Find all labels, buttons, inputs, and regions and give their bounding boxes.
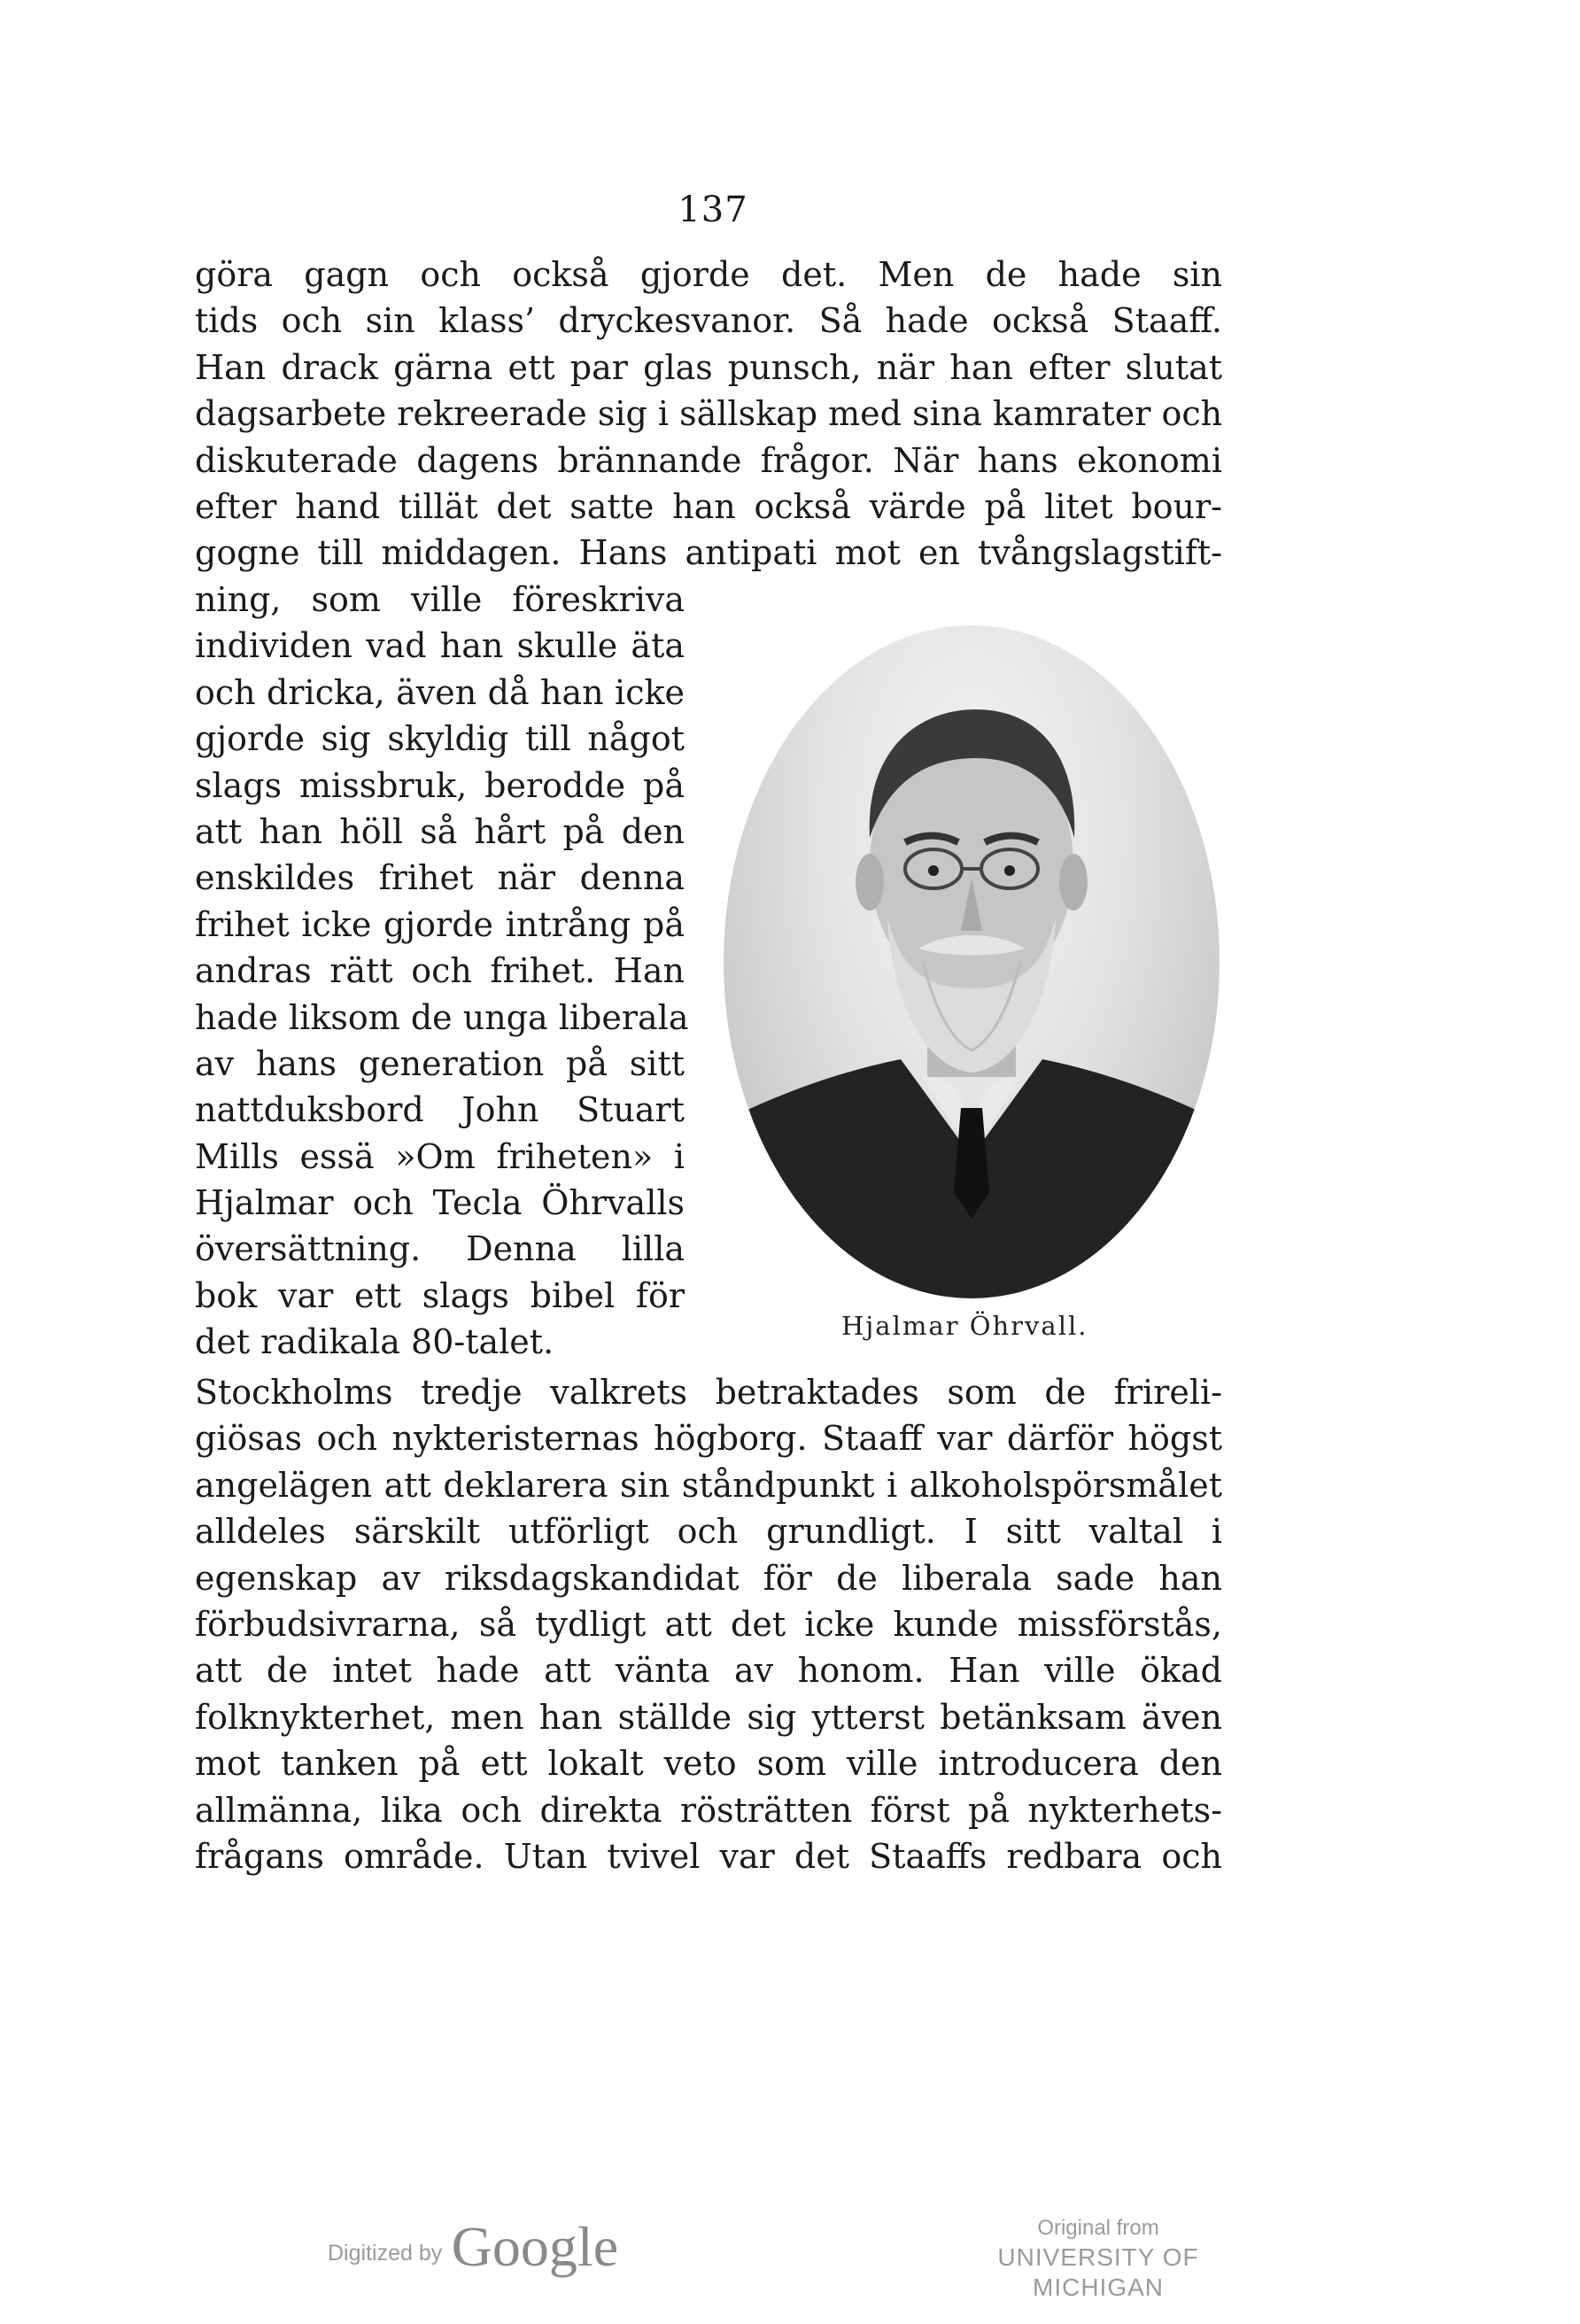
- original-from-watermark: [948, 2214, 1249, 2303]
- text-line: att han höll så hårt på den: [195, 811, 685, 851]
- original-from-label: Original from: [1037, 2216, 1159, 2240]
- text-line: Stockholms tredje valkrets betraktades som de frireli-: [195, 1373, 1222, 1412]
- digitized-by-watermark: [328, 2214, 618, 2280]
- text-line: gjorde sig skyldig till något: [195, 719, 685, 759]
- portrait-photo: [724, 625, 1220, 1298]
- text-line: tids och sin klass’ dryckesvanor. Så hade också Staaff.: [195, 301, 1222, 341]
- portrait-caption: Hjalmar Öhrvall.: [841, 1311, 1088, 1341]
- text-line: individen vad han skulle äta: [195, 626, 685, 666]
- text-line: översättning. Denna lilla: [195, 1229, 685, 1269]
- text-line: frågans område. Utan tvivel var det Staaffs redbara och: [195, 1836, 1222, 1876]
- paragraph-bottom: [195, 1369, 1222, 1879]
- text-line: göra gagn och också gjorde det. Men de hade sin: [195, 255, 1222, 294]
- text-line: Mills essä »Om friheten» i: [195, 1136, 685, 1176]
- text-line: och dricka, även då han icke: [195, 672, 685, 712]
- paragraph-top: [195, 252, 1222, 577]
- text-line: det radikala 80-talet.: [195, 1322, 554, 1362]
- text-line: diskuterade dagens brännande frågor. När hans ekonomi: [195, 440, 1222, 480]
- paragraph-wrapped-around-portrait: [195, 577, 689, 1366]
- text-line: Han drack gärna ett par glas punsch, när han efter slutat: [195, 347, 1222, 387]
- text-line: hade liksom de unga liberala: [195, 997, 689, 1037]
- text-line: gogne till middagen. Hans antipati mot en tvångslagstift-: [195, 533, 1222, 573]
- text-line: alldeles särskilt utförligt och grundligt. I sitt valtal i: [195, 1512, 1222, 1552]
- text-line: mot tanken på ett lokalt veto som ville introducera den: [195, 1744, 1222, 1784]
- text-line: andras rätt och frihet. Han: [195, 951, 685, 991]
- digitized-by-label: Digitized by: [328, 2241, 443, 2266]
- text-line: dagsarbete rekreerade sig i sällskap med sina kamrater och: [195, 394, 1223, 434]
- text-line: allmänna, lika och direkta rösträtten först på nykterhets-: [195, 1790, 1222, 1830]
- text-line: folknykterhet, men han ställde sig ytterst betänksam även: [195, 1697, 1222, 1737]
- text-line: nattduksbord John Stuart: [195, 1090, 685, 1130]
- text-line: angelägen att deklarera sin ståndpunkt i alkoholspörsmålet: [195, 1465, 1222, 1505]
- google-logo: Google: [451, 2215, 619, 2278]
- text-line: förbudsivrarna, så tydligt att det icke kunde missförstås,: [195, 1604, 1222, 1644]
- text-line: bok var ett slags bibel för: [195, 1275, 685, 1315]
- institution-label: UNIVERSITY OF MICHIGAN: [997, 2243, 1199, 2301]
- text-line: av hans generation på sitt: [195, 1043, 685, 1083]
- text-line: ning, som ville föreskriva: [195, 580, 685, 619]
- text-line: slags missbruk, berodde på: [195, 765, 685, 805]
- text-line: att de intet hade att vänta av honom. Han ville ökad: [195, 1651, 1222, 1691]
- text-line: enskildes frihet när denna: [195, 858, 685, 898]
- text-line: egenskap av riksdagskandidat för de liberala sade han: [195, 1558, 1222, 1598]
- text-line: Hjalmar och Tecla Öhrvalls: [195, 1183, 685, 1223]
- text-line: giösas och nykteristernas högborg. Staaff var därför högst: [195, 1419, 1222, 1459]
- text-line: efter hand tillät det satte han också värde på litet bour-: [195, 486, 1222, 526]
- portrait-illustration: [724, 625, 1220, 1298]
- text-line: frihet icke gjorde intrång på: [195, 904, 685, 944]
- page-number: 137: [678, 190, 748, 230]
